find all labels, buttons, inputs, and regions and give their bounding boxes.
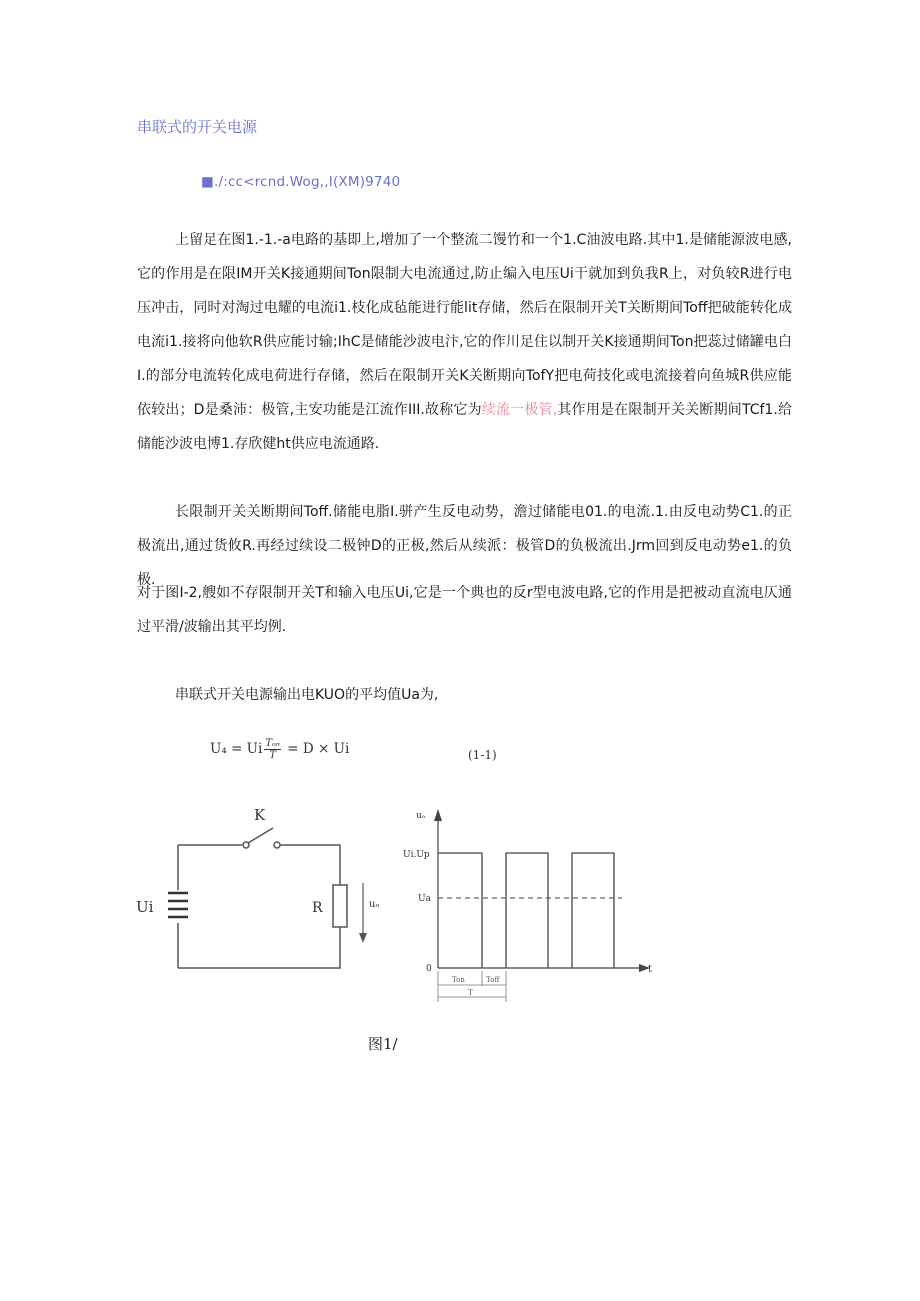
- switch-contact-right: [274, 842, 280, 848]
- formula-lhs: U₄ = Ui: [210, 741, 263, 757]
- y-axis-label: uₒ: [416, 811, 426, 821]
- source-label: Ui: [136, 898, 154, 916]
- ton-label: Ton: [452, 976, 465, 984]
- toff-label: Toff: [486, 976, 500, 984]
- switch-blade: [248, 828, 273, 843]
- output-label: uₒ: [369, 899, 380, 910]
- switch-label: K: [254, 806, 266, 824]
- highlight-text: 续流一极管,: [481, 402, 558, 418]
- origin-label: 0: [426, 964, 432, 974]
- wire-top-right: [280, 845, 340, 885]
- page-title: 串联式的开关电源: [137, 118, 258, 136]
- paragraph-2: 长限制开关关断期间Toff.储能电脂I.骈产生反电动势，澹过储能电01.的电流.1.由反电动势C1.的正极流出,通过货攸R.再经过续设二极钟D的正极,然后从续派：极管D的负极流出.Jrm回到反电动势e1.的负极.: [137, 504, 792, 588]
- formula: [210, 738, 349, 761]
- formula-fraction: [264, 738, 281, 761]
- paragraph-4: 串联式开关电源输出电KUO的平均值Ua为,: [175, 687, 439, 703]
- period-label: T: [468, 989, 473, 997]
- formula-numerator: Tₒₙ: [265, 738, 280, 749]
- waveform-diagram: [400, 805, 670, 1010]
- formula-number: (1-1): [468, 748, 497, 762]
- output-arrow-head: [359, 933, 367, 943]
- pulse-2: [506, 853, 548, 968]
- circuit-diagram: [130, 795, 390, 1005]
- y-axis-arrow: [434, 809, 442, 821]
- paragraph-1: [137, 223, 792, 461]
- wire-right-bottom: [178, 927, 340, 968]
- level-high-label: Ui.Up: [403, 850, 430, 860]
- resistor: [333, 885, 347, 927]
- paragraph-1-text-b: 其作用是在限制开关关断期间TCf1.给储能沙波电博1.存欣健ht供应电流通路.: [137, 402, 792, 452]
- resistor-label: R: [312, 900, 323, 916]
- pulse-1: [438, 853, 482, 968]
- formula-rhs: = D × Ui: [287, 741, 350, 757]
- paragraph-3: 对于图I-2,艘如不存限制开关T和输入电压Ui,它是一个典也的反r型电波电路,它的作用是把被动直流电仄通过平滑/波输出其平均例.: [137, 585, 792, 635]
- paragraph-1-text-a: 上留足在图1.-1.-a电路的基即上,增加了一个整流二馒竹和一个1.C油波电路.其中1.是储能源波电感,它的作用是在限IM开关K接通期间Ton限制大电流通过,防止编入电压Ui干就加到负我R上，对负较R进行电压冲击，同时对淘过电耀的电流i1.枝化成毡能进行能lit存储，然后在限制开关T关断期间Toff把破能转化成电流i1.接将向他软R供应能讨输;IhC是储能沙波电汴,它的作川足住以制开关K接通期间Ton把蕊过储罐电白I.的部分电流转化成电荷进行存储，然后在限制开关K关断期向TofY把电荷技化或电流接着向鱼城R供应能依较出；D是桑沛：极管,主安功能是江流作III.故称它为: [137, 232, 792, 418]
- subtitle-line: ■./:cc<rcnd.Wog,,I(XM)9740: [201, 174, 401, 190]
- formula-denominator: T: [269, 750, 277, 761]
- figure-caption: 图1/: [368, 1035, 398, 1053]
- x-axis-label: t: [648, 964, 653, 975]
- pulse-3: [572, 853, 614, 968]
- level-avg-label: Ua: [418, 894, 431, 904]
